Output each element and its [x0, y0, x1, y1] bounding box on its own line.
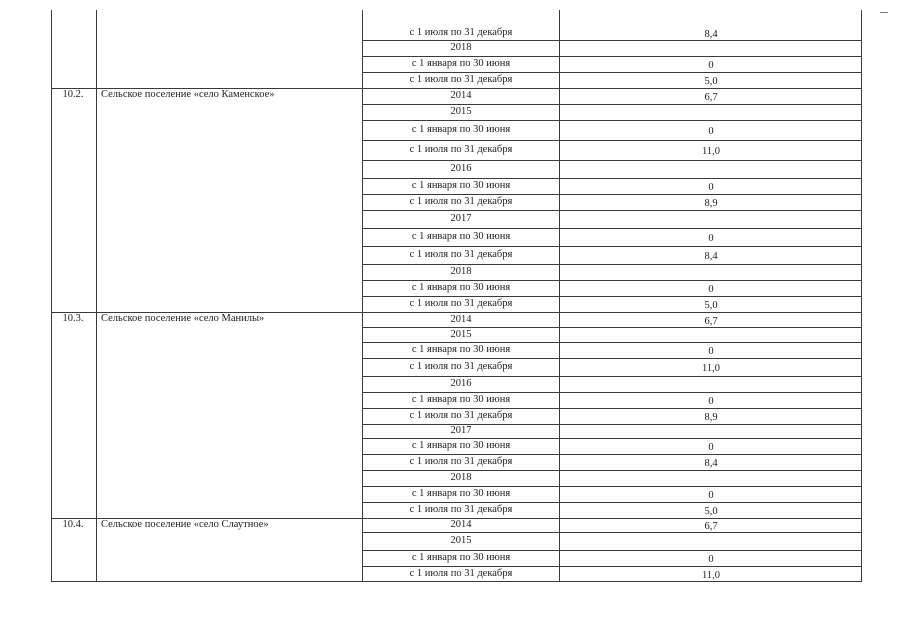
- period-cell: 2016: [450, 163, 472, 174]
- period-cell: 2018: [450, 42, 472, 53]
- period-cell: с 1 января по 30 июня: [411, 440, 511, 451]
- period-cell: с 1 июля по 31 декабря: [409, 361, 513, 372]
- period-cell: с 1 января по 30 июня: [411, 282, 511, 293]
- value-cell: [560, 378, 862, 394]
- period-cell: с 1 июля по 31 декабря: [409, 249, 513, 260]
- value-cell: [560, 212, 862, 230]
- value-cell: 8,4: [704, 251, 718, 262]
- value-cell: [560, 42, 862, 58]
- table-border-left: [51, 10, 52, 581]
- value-cell: 0: [708, 182, 714, 193]
- period-cell: 2015: [450, 329, 472, 340]
- value-cell: 0: [708, 233, 714, 244]
- value-cell: 0: [708, 490, 714, 501]
- period-cell: с 1 января по 30 июня: [411, 180, 511, 191]
- period-cell: с 1 января по 30 июня: [411, 394, 511, 405]
- settlement-name: Сельское поселение «село Манилы»: [101, 313, 265, 324]
- value-cell: [560, 426, 862, 440]
- period-cell: 2018: [450, 472, 472, 483]
- section-number: 10.4.: [62, 519, 84, 530]
- period-cell: с 1 января по 30 июня: [411, 552, 511, 563]
- value-cell: 0: [708, 554, 714, 565]
- value-cell: 11,0: [702, 570, 720, 581]
- scan-mark: [880, 12, 888, 13]
- period-cell: с 1 июля по 31 декабря: [409, 456, 513, 467]
- value-cell: [560, 162, 862, 180]
- value-cell: 8,9: [704, 412, 718, 423]
- value-cell: 0: [708, 60, 714, 71]
- settlement-name: Сельское поселение «село Слаутное»: [101, 519, 269, 530]
- period-cell: 2017: [450, 425, 472, 436]
- value-cell: 11,0: [702, 146, 720, 157]
- value-cell: 0: [708, 442, 714, 453]
- value-cell: 6,7: [704, 521, 718, 532]
- period-cell: с 1 января по 30 июня: [411, 344, 511, 355]
- period-cell: 2015: [450, 106, 472, 117]
- value-cell: 5,0: [704, 76, 718, 87]
- value-cell: [560, 472, 862, 488]
- value-cell: 0: [708, 346, 714, 357]
- value-cell: 0: [708, 126, 714, 137]
- section-number: 10.3.: [62, 313, 84, 324]
- settlement-name: Сельское поселение «село Каменское»: [101, 89, 275, 100]
- period-cell: с 1 июля по 31 декабря: [409, 196, 513, 207]
- period-cell: с 1 января по 30 июня: [411, 124, 511, 135]
- period-cell: 2014: [450, 314, 472, 325]
- value-cell: 8,4: [704, 458, 718, 469]
- value-cell: 11,0: [702, 363, 720, 374]
- value-cell: 8,9: [704, 198, 718, 209]
- column-divider-number: [96, 10, 97, 581]
- period-cell: 2016: [450, 378, 472, 389]
- period-cell: 2014: [450, 519, 472, 530]
- value-cell: [560, 266, 862, 282]
- value-cell: 5,0: [704, 506, 718, 517]
- value-cell: [560, 106, 862, 122]
- value-cell: 0: [708, 396, 714, 407]
- period-cell: 2017: [450, 213, 472, 224]
- period-cell: с 1 июля по 31 декабря: [409, 74, 513, 85]
- period-cell: 2014: [450, 90, 472, 101]
- period-cell: с 1 июля по 31 декабря: [409, 568, 513, 579]
- period-cell: с 1 января по 30 июня: [411, 488, 511, 499]
- value-cell: 5,0: [704, 300, 718, 311]
- period-cell: 2015: [450, 535, 472, 546]
- value-cell: [560, 329, 862, 344]
- value-cell: 6,7: [704, 92, 718, 103]
- value-cell: 0: [708, 284, 714, 295]
- period-cell: с 1 июля по 31 декабря: [409, 504, 513, 515]
- section-number: 10.2.: [62, 89, 84, 100]
- value-cell: 6,7: [704, 316, 718, 327]
- value-cell: 8,4: [704, 29, 718, 40]
- period-cell: с 1 июля по 31 декабря: [409, 298, 513, 309]
- period-cell: с 1 июля по 31 декабря: [409, 27, 513, 38]
- period-cell: с 1 января по 30 июня: [411, 58, 511, 69]
- period-cell: 2018: [450, 266, 472, 277]
- period-cell: с 1 июля по 31 декабря: [409, 144, 513, 155]
- value-cell: [560, 534, 862, 552]
- period-cell: с 1 января по 30 июня: [411, 231, 511, 242]
- period-cell: с 1 июля по 31 декабря: [409, 410, 513, 421]
